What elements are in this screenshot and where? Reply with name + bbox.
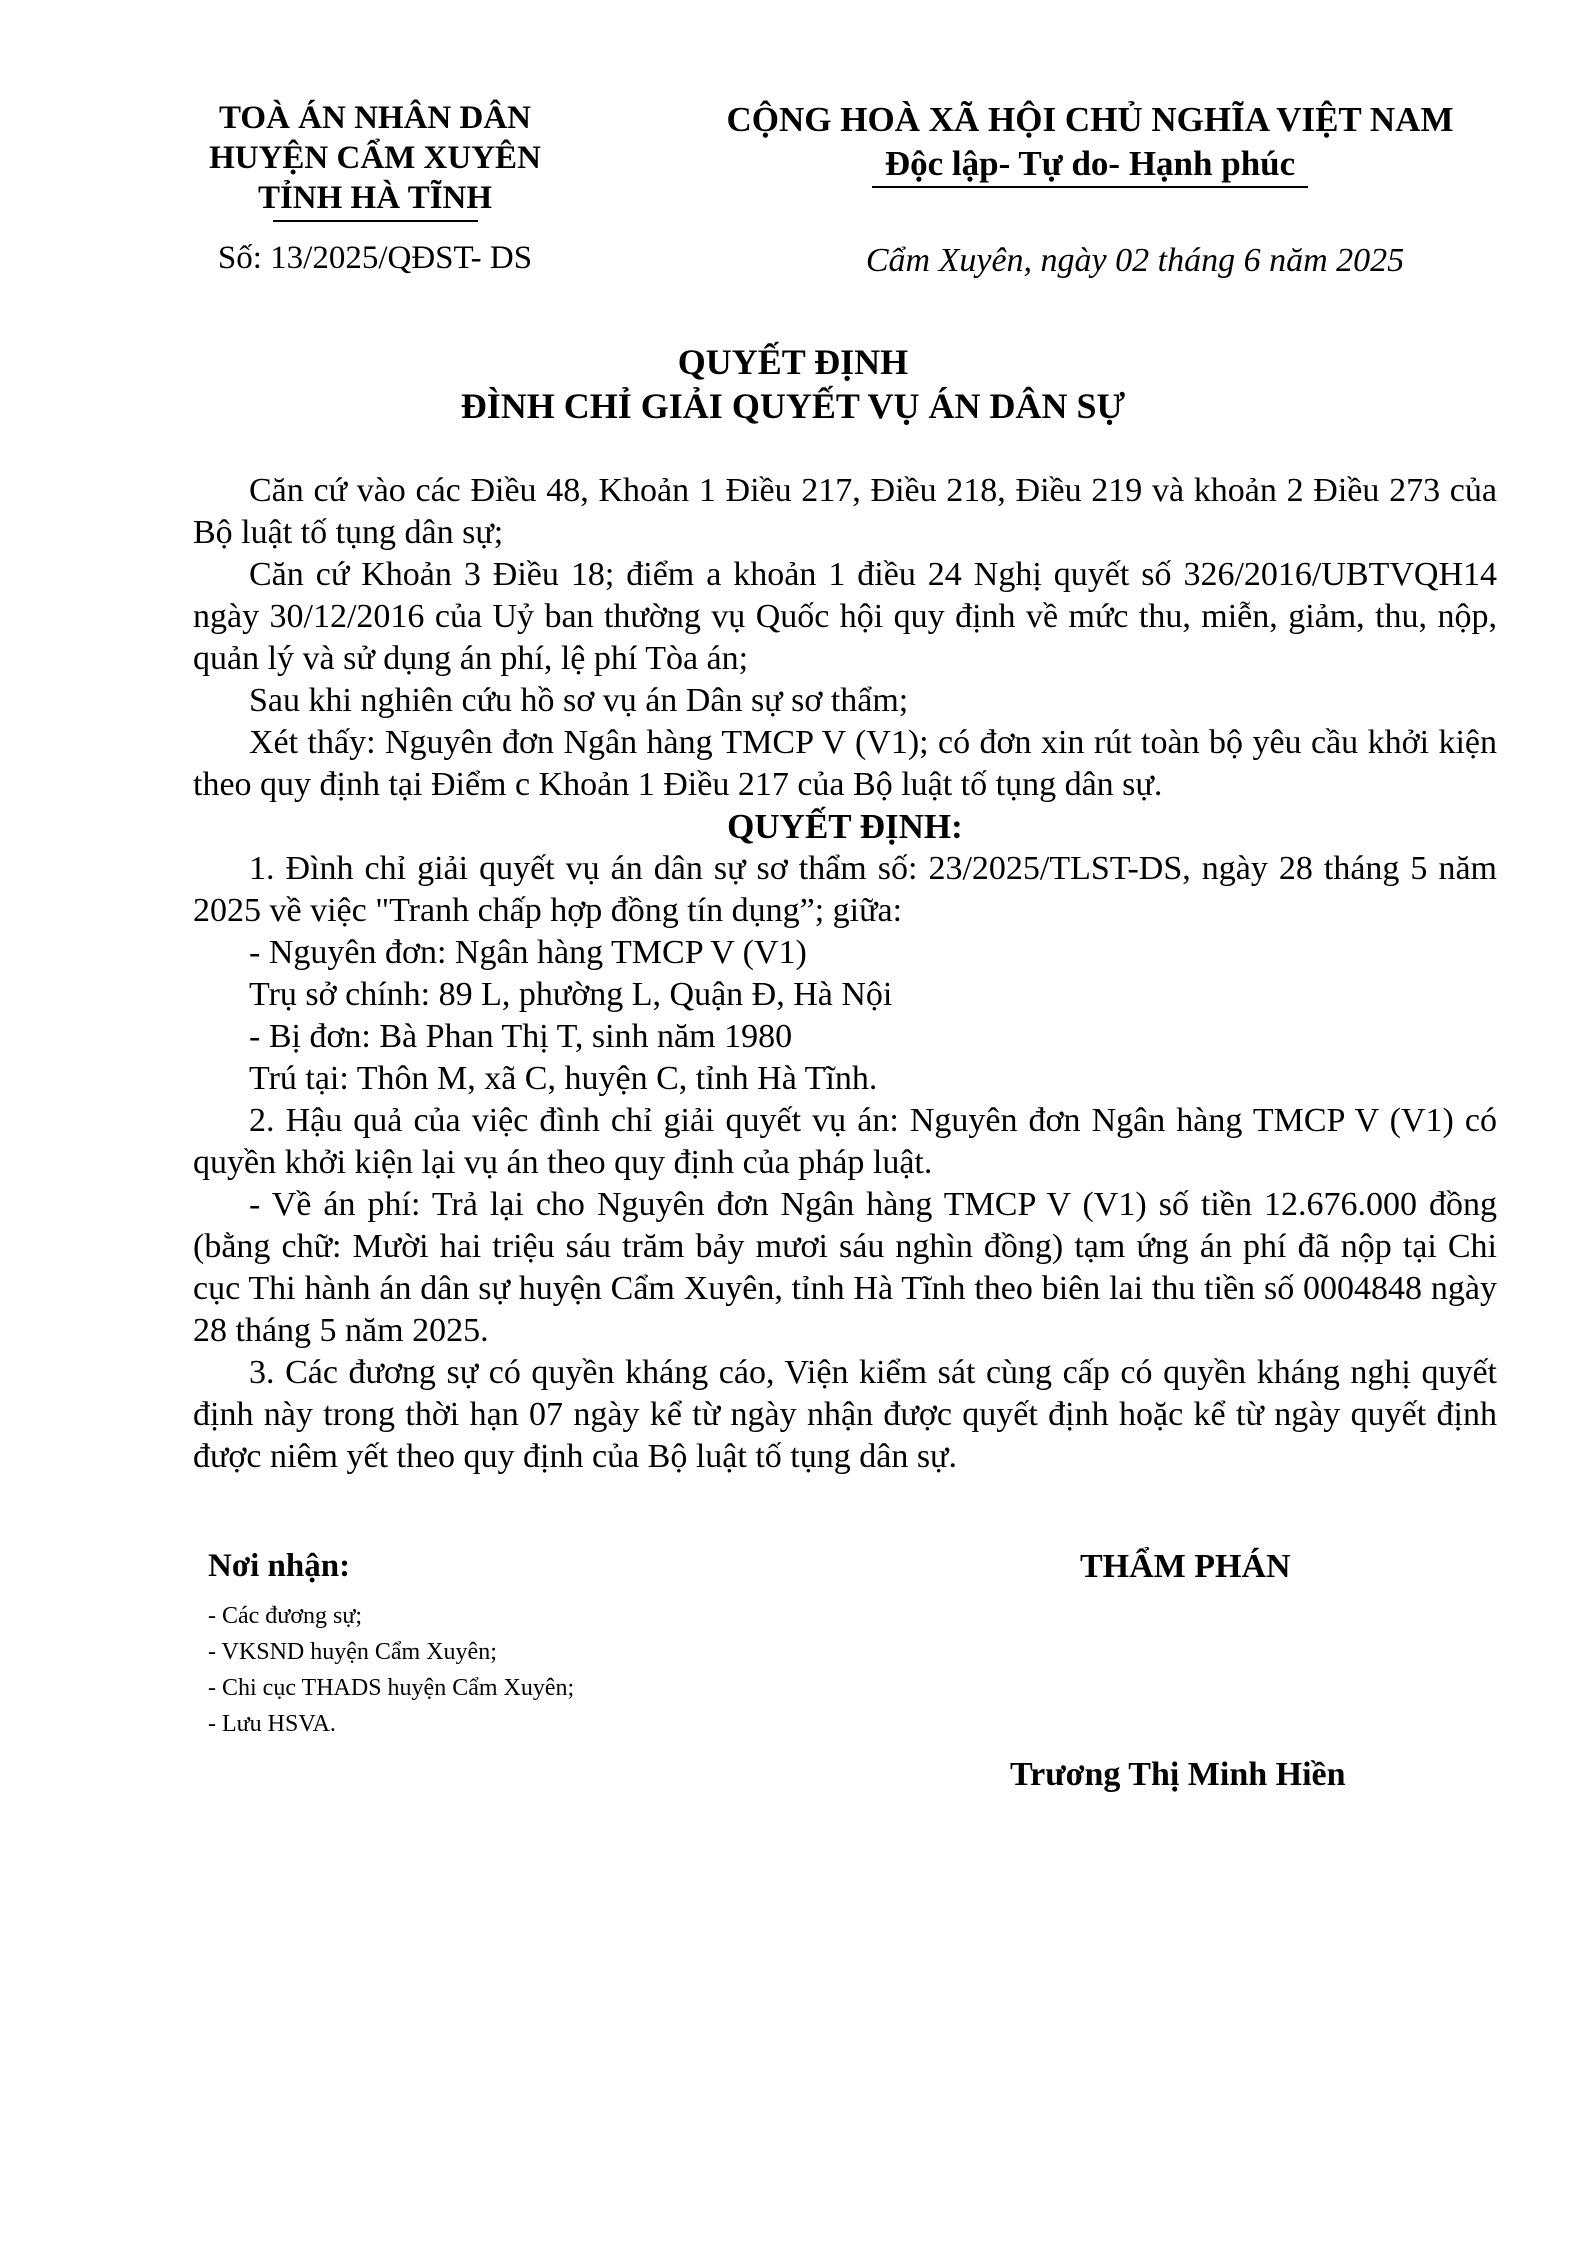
decision-item-3: 3. Các đương sự có quyền kháng cáo, Viện kiểm sát cùng cấp có quyền kháng nghị quyết định này trong thời hạn 07 ngày kể từ ngày nhận được quyết định hoặc kể từ ngày quyết định được niêm yết theo quy định của Bộ luật tố tụng dân sự. (193, 1354, 1497, 1475)
plaintiff: - Nguyên đơn: Ngân hàng TMCP V (V1) (249, 934, 807, 971)
recipient-item: - VKSND huyện Cẩm Xuyên; (208, 1639, 497, 1665)
document-body (193, 470, 1497, 1478)
recipient-item: - Các đương sự; (208, 1603, 363, 1629)
court-name-line3: TỈNH HÀ TĨNH (257, 180, 493, 216)
decision-item-1: 1. Đình chỉ giải quyết vụ án dân sự sơ thẩm số: 23/2025/TLST-DS, ngày 28 tháng 5 năm 2025 về việc "Tranh chấp hợp đồng tín dụng”; giữa: (193, 850, 1497, 929)
recipients-title: Nơi nhận: (208, 1548, 351, 1584)
document-title-line2: ĐÌNH CHỈ GIẢI QUYẾT VỤ ÁN DÂN SỰ (460, 386, 1126, 426)
place-date: Cẩm Xuyên, ngày 02 tháng 6 năm 2025 (865, 242, 1405, 279)
document-title (0, 340, 1586, 428)
motto-underline (872, 186, 1308, 188)
court-name-block (180, 98, 570, 222)
national-header (700, 98, 1480, 188)
legal-basis-paragraph-1: Căn cứ vào các Điều 48, Khoản 1 Điều 217, Điều 218, Điều 219 và khoản 2 Điều 273 của Bộ luật tố tụng dân sự; (193, 472, 1497, 551)
document-title-line1: QUYẾT ĐỊNH (677, 342, 909, 382)
court-name-underline (273, 220, 478, 222)
national-motto: Độc lập- Tự do- Hạnh phúc (884, 144, 1296, 183)
decision-item-2: 2. Hậu quả của việc đình chỉ giải quyết vụ án: Nguyên đơn Ngân hàng TMCP V (V1) có quyền khởi kiện lại vụ án theo quy định của pháp luật. (193, 1102, 1497, 1181)
defendant-address: Trú tại: Thôn M, xã C, huyện C, tỉnh Hà Tĩnh. (249, 1060, 878, 1097)
recipient-item: - Chi cục THADS huyện Cẩm Xuyên; (208, 1675, 575, 1701)
signature-title: THẨM PHÁN (1080, 1548, 1291, 1585)
legal-basis-paragraph-2: Căn cứ Khoản 3 Điều 18; điểm a khoản 1 điều 24 Nghị quyết số 326/2016/UBTVQH14 ngày 30/12/2016 của Uỷ ban thường vụ Quốc hội quy định về mức thu, miễn, giảm, thu, nộp, quản lý và sử dụng án phí, lệ phí Tòa án; (193, 556, 1497, 677)
decision-heading: QUYẾT ĐỊNH: (727, 807, 963, 846)
court-name-line1: TOÀ ÁN NHÂN DÂN (219, 100, 531, 136)
plaintiff-address: Trụ sở chính: 89 L, phường L, Quận Đ, Hà Nội (249, 976, 893, 1013)
recipients-list (208, 1598, 574, 1742)
defendant: - Bị đơn: Bà Phan Thị T, sinh năm 1980 (249, 1018, 793, 1055)
country-name: CỘNG HOÀ XÃ HỘI CHỦ NGHĨA VIỆT NAM (726, 100, 1454, 139)
recipient-item: - Lưu HSVA. (208, 1711, 336, 1737)
decision-number: Số: 13/2025/QĐST- DS (217, 240, 533, 276)
court-name-line2: HUYỆN CẨM XUYÊN (209, 140, 541, 176)
considering-paragraph: Xét thấy: Nguyên đơn Ngân hàng TMCP V (V1); có đơn xin rút toàn bộ yêu cầu khởi kiện theo quy định tại Điểm c Khoản 1 Điều 217 của Bộ luật tố tụng dân sự. (193, 724, 1497, 803)
court-fee-paragraph: - Về án phí: Trả lại cho Nguyên đơn Ngân hàng TMCP V (V1) số tiền 12.676.000 đồng (bằng chữ: Mười hai triệu sáu trăm bảy mươi sáu nghìn đồng) tạm ứng án phí đã nộp tại Chi cục Thi hành án dân sự huyện Cẩm Xuyên, tỉnh Hà Tĩnh theo biên lai thu tiền số 0004848 ngày 28 tháng 5 năm 2025. (193, 1186, 1497, 1349)
signer-name: Trương Thị Minh Hiền (1010, 1756, 1346, 1793)
legal-basis-paragraph-3: Sau khi nghiên cứu hồ sơ vụ án Dân sự sơ thẩm; (249, 682, 909, 719)
